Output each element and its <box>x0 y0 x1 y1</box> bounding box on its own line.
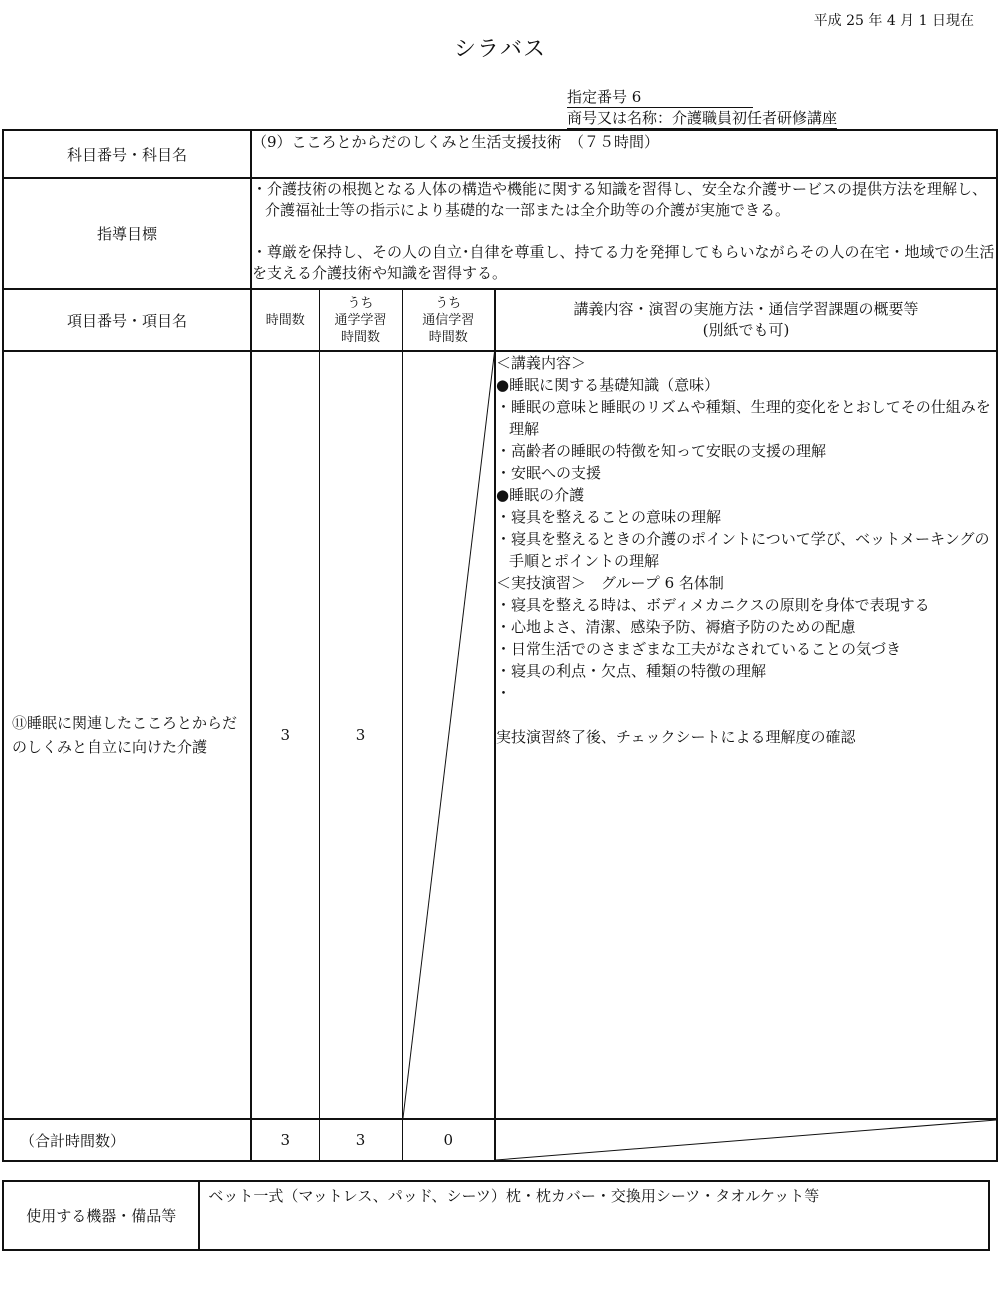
goal-paragraph: ・尊厳を保持し、その人の自立･自律を尊重し、持てる力を発揮してもらいながらその人の在宅・地域での生活を支える介護技術や知識を習得する。 <box>252 243 995 282</box>
equipment-row <box>3 1181 989 1250</box>
column-correspondence-hours: うち 通信学習 時間数 <box>402 289 495 351</box>
column-content: 講義内容・演習の実施方法・通信学習課題の概要等 (別紙でも可) <box>495 289 997 351</box>
item-correspondence-hours-empty <box>402 351 495 1119</box>
content-line: ・寝具の利点・欠点、種類の特徴の理解 <box>496 662 767 680</box>
equipment-table <box>2 1180 990 1251</box>
goal-paragraph: ・介護技術の根拠となる人体の構造や機能に関する知識を習得し、安全な介護サービスの提供方法を理解し、介護福祉士等の指示により基礎的な一部または全介助等の介護が実施できる。 <box>252 180 988 219</box>
item-row <box>3 351 997 1119</box>
total-hours: 3 <box>251 1119 319 1161</box>
content-line: ・睡眠の意味と睡眠のリズムや種類、生理的変化をとおしてその仕組みを理解 <box>496 398 991 438</box>
total-commute-hours: 3 <box>319 1119 402 1161</box>
content-line: ・安眠への支援 <box>496 464 602 482</box>
goal-row <box>3 178 997 289</box>
content-line: ●睡眠に関する基礎知識（意味） <box>496 376 720 394</box>
item-name: ⑪睡眠に関連したこころとからだのしくみと自立に向けた介護 <box>3 351 251 1119</box>
equipment-label: 使用する機器・備品等 <box>3 1181 199 1250</box>
content-line: ・心地よさ、清潔、感染予防、褥瘡予防のための配慮 <box>496 618 856 636</box>
content-line: ・寝具を整えることの意味の理解 <box>496 508 722 526</box>
column-commute-hours: うち 通学学習 時間数 <box>319 289 402 351</box>
total-row <box>3 1119 997 1161</box>
spacer <box>496 704 996 726</box>
designation-number: 指定番号 6 <box>567 87 753 108</box>
column-item: 項目番号・項目名 <box>3 289 251 351</box>
total-correspondence-hours: 0 <box>402 1119 495 1161</box>
date-stamp: 平成 25 年 4 月 1 日現在 <box>813 13 974 29</box>
business-name: 商号又は名称：介護職員初任者研修講座 <box>567 109 838 127</box>
content-line: ＜実技演習＞ グループ 6 名体制 <box>496 574 724 592</box>
content-line: 実技演習終了後、チェックシートによる理解度の確認 <box>496 728 856 746</box>
subject-label: 科目番号・科目名 <box>3 130 251 178</box>
content-line: ・ <box>496 684 512 702</box>
column-header-row <box>3 289 997 351</box>
goal-value <box>251 178 997 289</box>
item-content <box>495 351 997 1119</box>
goal-label: 指導目標 <box>3 178 251 289</box>
content-line: ・寝具を整える時は、ボディメカニクスの原則を身体で表現する <box>496 596 930 614</box>
content-line: ＜講義内容＞ <box>496 354 587 372</box>
diagonal-slash <box>403 352 495 1118</box>
content-line: ・寝具を整えるときの介護のポイントについて学び、ベットメーキングの手順とポイントの理解 <box>496 530 990 570</box>
subject-row <box>3 130 997 178</box>
syllabus-table <box>2 129 998 1162</box>
diagonal-slash <box>496 1120 996 1160</box>
column-hours: 時間数 <box>251 289 319 351</box>
page-title: シラバス <box>453 37 546 62</box>
content-line: ・日常生活でのさまざまな工夫がなされていることの気づき <box>496 640 902 658</box>
item-commute-hours: 3 <box>319 351 402 1119</box>
item-hours: 3 <box>251 351 319 1119</box>
equipment-value: ベット一式（マットレス、パッド、シーツ）枕・枕カバー・交換用シーツ・タオルケット等 <box>199 1181 989 1250</box>
total-label: （合計時間数） <box>3 1119 251 1161</box>
total-content-empty <box>495 1119 997 1161</box>
subject-value: （9）こころとからだのしくみと生活支援技術 （７５時間） <box>251 130 997 178</box>
content-line: ●睡眠の介護 <box>496 486 585 504</box>
content-line: ・高齢者の睡眠の特徴を知って安眠の支援の理解 <box>496 442 827 460</box>
